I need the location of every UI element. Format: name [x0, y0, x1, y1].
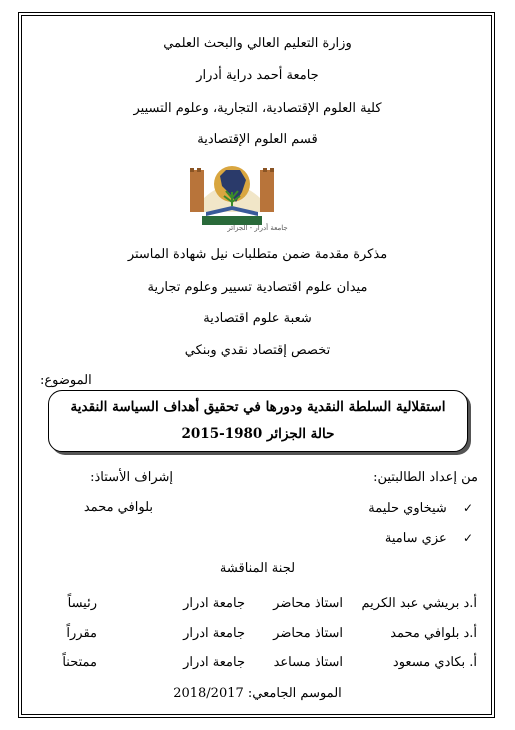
member-rank: استاذ محاضر — [273, 626, 343, 641]
member-institution: جامعة ادرار — [183, 655, 245, 670]
author-item-1 — [368, 500, 473, 517]
member-rank: استاذ محاضر — [273, 596, 343, 611]
university-name: جامعة أحمد دراية أدرار — [196, 68, 319, 83]
authors-label: من إعداد الطالبتين: — [373, 470, 478, 485]
logo-caption: جامعة أدرار - الجزائر — [227, 224, 288, 232]
department-name: قسم العلوم الإقتصادية — [197, 132, 318, 147]
specialty-name: تخصص إقتصاد نقدي وبنكي — [184, 343, 331, 358]
member-name: أ. بكادي مسعود — [392, 655, 477, 670]
check-icon: ✓ — [462, 501, 473, 515]
academic-season: الموسم الجامعي: 2018/2017 — [173, 686, 342, 701]
memo-statement: مذكرة مقدمة ضمن متطلبات نيل شهادة الماستر — [127, 247, 388, 262]
branch-name: شعبة علوم اقتصادية — [203, 311, 312, 326]
member-role: مقرراً — [66, 626, 97, 641]
faculty-name: كلية العلوم الإقتصادية، التجارية، وعلوم التسيير — [133, 101, 382, 116]
student-name-2: عزي سامية — [384, 531, 447, 546]
member-institution: جامعة ادرار — [183, 626, 245, 641]
supervisor-label: إشراف الأستاذ: — [90, 470, 173, 485]
thesis-case-study: حالة الجزائر 1980-2015 — [181, 426, 335, 442]
member-rank: استاذ مساعد — [273, 655, 343, 670]
member-role: ممتحناً — [62, 655, 97, 670]
committee-label: لجنة المناقشة — [219, 561, 296, 576]
student-name-1: شيخاوي حليمة — [368, 501, 447, 516]
author-item-2 — [385, 530, 473, 547]
member-name: أ.د بلوافي محمد — [390, 626, 477, 641]
committee-row — [30, 655, 485, 671]
subject-label: الموضوع: — [40, 373, 92, 388]
member-role: رئيساً — [67, 596, 97, 611]
thesis-title-box — [48, 390, 468, 452]
committee-row — [30, 626, 485, 642]
thesis-title: استقلالية السلطة النقدية ودورها في تحقيق أهداف السياسة النقدية — [70, 399, 446, 415]
member-institution: جامعة ادرار — [183, 596, 245, 611]
member-name: أ.د بريشي عبد الكريم — [361, 596, 477, 611]
committee-row — [30, 596, 485, 612]
check-icon: ✓ — [462, 531, 473, 545]
ministry-name: وزارة التعليم العالي والبحث العلمي — [163, 36, 352, 51]
field-name: ميدان علوم اقتصادية تسيير وعلوم تجارية — [147, 280, 368, 295]
supervisor-name: بلوافي محمد — [83, 500, 153, 515]
university-logo — [188, 158, 276, 232]
